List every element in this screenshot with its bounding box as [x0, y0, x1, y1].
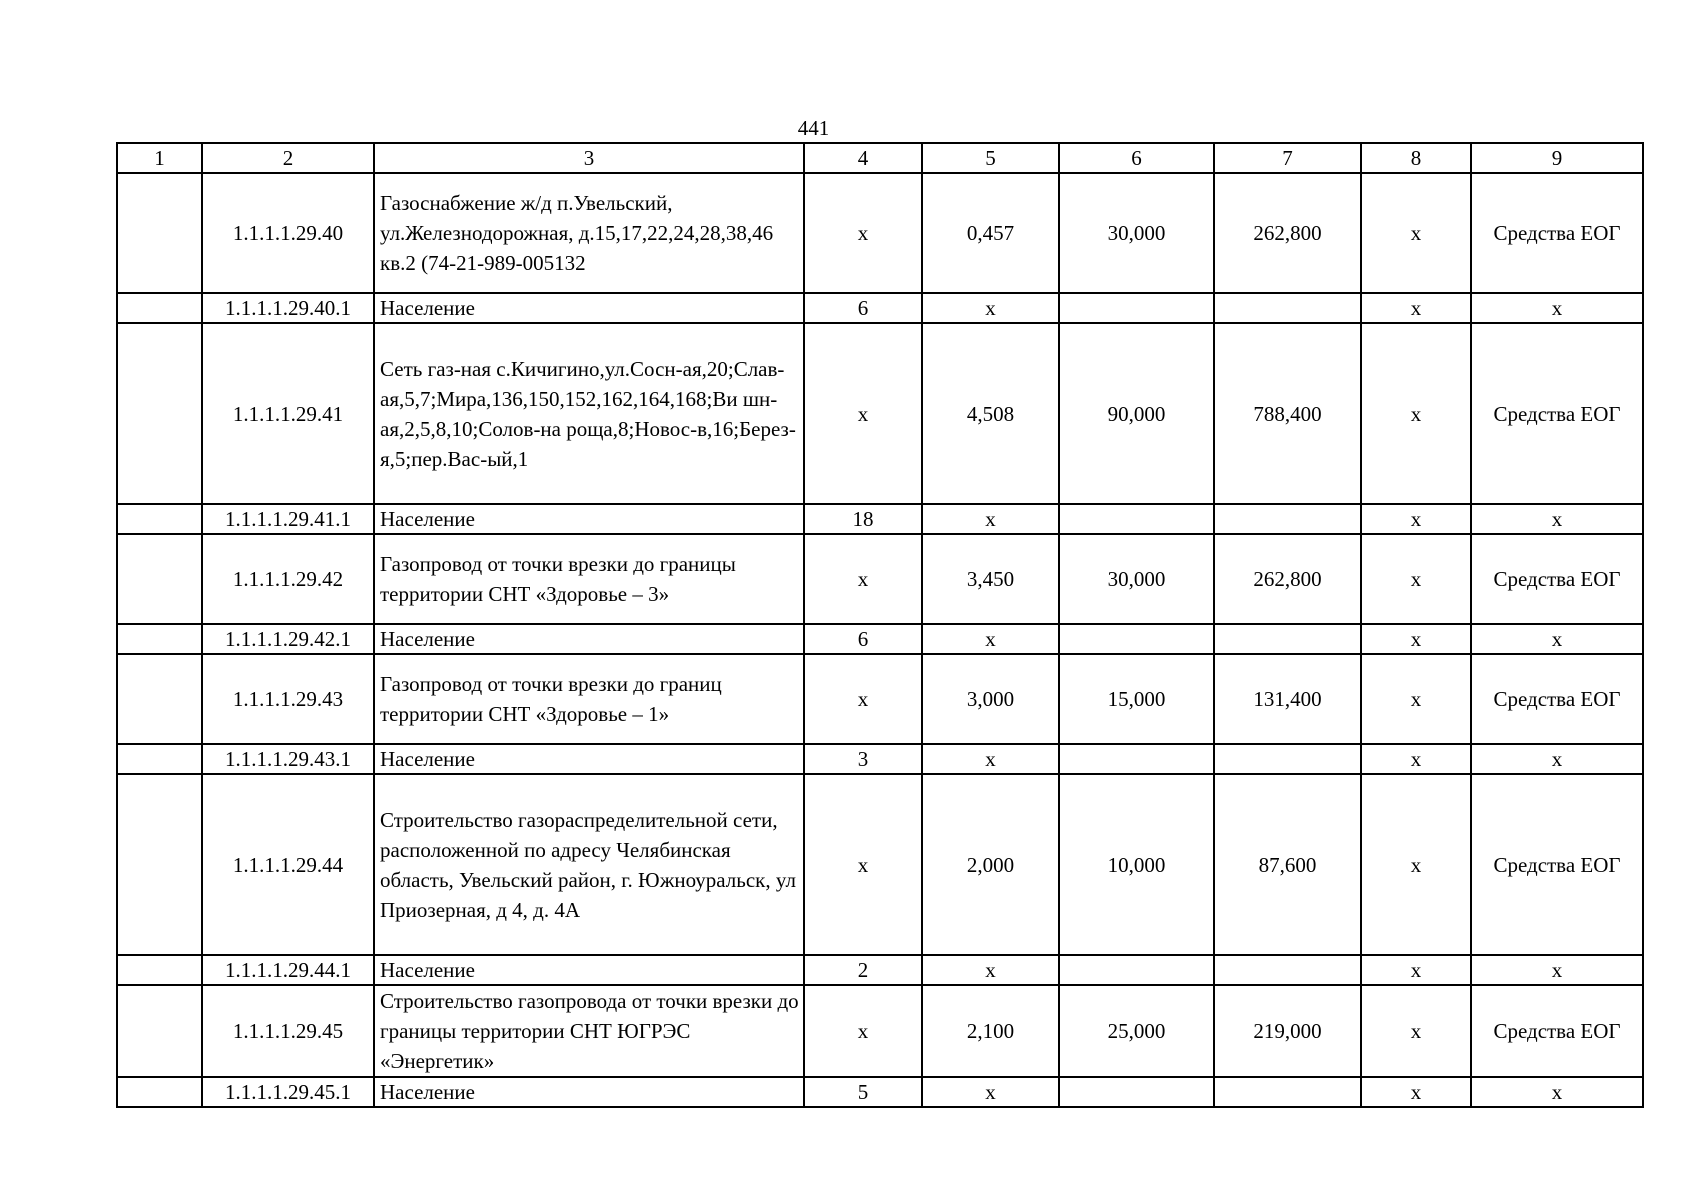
header-cell: 1	[117, 143, 202, 173]
cell-col5: 3,000	[922, 654, 1059, 744]
header-cell: 4	[804, 143, 922, 173]
cell-col1	[117, 1077, 202, 1107]
cell-description: Население	[374, 624, 804, 654]
header-cell: 7	[1214, 143, 1361, 173]
header-cell: 8	[1361, 143, 1471, 173]
cell-col7	[1214, 293, 1361, 323]
cell-col8: х	[1361, 654, 1471, 744]
header-cell: 5	[922, 143, 1059, 173]
cell-col5: 4,508	[922, 323, 1059, 504]
cell-col7: 788,400	[1214, 323, 1361, 504]
cell-description: Население	[374, 1077, 804, 1107]
cell-col4: х	[804, 173, 922, 293]
cell-col4: 2	[804, 955, 922, 985]
cell-col8: х	[1361, 774, 1471, 955]
table-row	[117, 985, 1643, 1077]
cell-col6	[1059, 744, 1214, 774]
cell-col5: х	[922, 744, 1059, 774]
header-cell: 2	[202, 143, 374, 173]
cell-description: Строительство газораспределительной сети, расположенной по адресу Челябинская область, Увельский район, г. Южноуральск, ул Приозерная, д 4, д. 4А	[374, 774, 804, 955]
cell-code: 1.1.1.1.29.43	[202, 654, 374, 744]
table-row	[117, 534, 1643, 624]
cell-source: Средства ЕОГ	[1471, 985, 1643, 1077]
cell-description: Население	[374, 955, 804, 985]
cell-col1	[117, 323, 202, 504]
cell-col6	[1059, 955, 1214, 985]
cell-col5: 2,000	[922, 774, 1059, 955]
header-cell: 3	[374, 143, 804, 173]
cell-col7: 219,000	[1214, 985, 1361, 1077]
page-number	[0, 116, 1697, 140]
cell-col4: 6	[804, 624, 922, 654]
cell-code: 1.1.1.1.29.43.1	[202, 744, 374, 774]
cell-col8: х	[1361, 624, 1471, 654]
cell-col8: х	[1361, 323, 1471, 504]
cell-col5: 3,450	[922, 534, 1059, 624]
cell-col7: 131,400	[1214, 654, 1361, 744]
table-row	[117, 1077, 1643, 1107]
cell-col8: х	[1361, 1077, 1471, 1107]
table-row	[117, 955, 1643, 985]
table-row	[117, 293, 1643, 323]
cell-col1	[117, 985, 202, 1077]
cell-source: х	[1471, 744, 1643, 774]
cell-code: 1.1.1.1.29.40	[202, 173, 374, 293]
cell-col1	[117, 744, 202, 774]
cell-col1	[117, 173, 202, 293]
cell-description: Газопровод от точки врезки до границы территории СНТ «Здоровье – 3»	[374, 534, 804, 624]
cell-col7: 87,600	[1214, 774, 1361, 955]
cell-col6	[1059, 293, 1214, 323]
cell-code: 1.1.1.1.29.40.1	[202, 293, 374, 323]
cell-col1	[117, 955, 202, 985]
cell-col1	[117, 774, 202, 955]
cell-col6	[1059, 1077, 1214, 1107]
cell-col4: 18	[804, 504, 922, 534]
cell-source: х	[1471, 504, 1643, 534]
cell-col4: 5	[804, 1077, 922, 1107]
cell-col5: 2,100	[922, 985, 1059, 1077]
header-cell: 9	[1471, 143, 1643, 173]
cell-col7: 262,800	[1214, 173, 1361, 293]
cell-col7	[1214, 504, 1361, 534]
cell-col1	[117, 293, 202, 323]
cell-description: Газоснабжение ж/д п.Увельский, ул.Железнодорожная, д.15,17,22,24,28,38,46 кв.2 (74-21-989-005132	[374, 173, 804, 293]
header-cell: 6	[1059, 143, 1214, 173]
cell-col7: 262,800	[1214, 534, 1361, 624]
cell-col8: х	[1361, 293, 1471, 323]
table-row	[117, 774, 1643, 955]
cell-col4: х	[804, 534, 922, 624]
cell-source: Средства ЕОГ	[1471, 534, 1643, 624]
cell-col6	[1059, 624, 1214, 654]
data-table	[116, 142, 1644, 1108]
cell-col8: х	[1361, 504, 1471, 534]
cell-col5: х	[922, 1077, 1059, 1107]
cell-col7	[1214, 955, 1361, 985]
cell-col4: х	[804, 774, 922, 955]
cell-col4: 6	[804, 293, 922, 323]
cell-source: Средства ЕОГ	[1471, 323, 1643, 504]
cell-col6	[1059, 504, 1214, 534]
cell-col5: х	[922, 955, 1059, 985]
cell-col6: 10,000	[1059, 774, 1214, 955]
cell-code: 1.1.1.1.29.45	[202, 985, 374, 1077]
cell-source: Средства ЕОГ	[1471, 774, 1643, 955]
cell-col8: х	[1361, 173, 1471, 293]
table-row	[117, 323, 1643, 504]
table-header-row	[117, 143, 1643, 173]
cell-col8: х	[1361, 744, 1471, 774]
cell-col8: х	[1361, 955, 1471, 985]
cell-col8: х	[1361, 985, 1471, 1077]
table-row	[117, 504, 1643, 534]
cell-source: х	[1471, 624, 1643, 654]
cell-col1	[117, 534, 202, 624]
cell-code: 1.1.1.1.29.44	[202, 774, 374, 955]
cell-col4: 3	[804, 744, 922, 774]
cell-col1	[117, 504, 202, 534]
cell-col5: х	[922, 504, 1059, 534]
page-number-text: 441	[797, 116, 830, 140]
cell-code: 1.1.1.1.29.41	[202, 323, 374, 504]
table-row	[117, 173, 1643, 293]
cell-code: 1.1.1.1.29.44.1	[202, 955, 374, 985]
cell-col4: х	[804, 323, 922, 504]
cell-code: 1.1.1.1.29.42.1	[202, 624, 374, 654]
cell-code: 1.1.1.1.29.45.1	[202, 1077, 374, 1107]
cell-description: Население	[374, 293, 804, 323]
cell-col8: х	[1361, 534, 1471, 624]
cell-col6: 30,000	[1059, 534, 1214, 624]
table-row	[117, 624, 1643, 654]
table-row	[117, 654, 1643, 744]
cell-code: 1.1.1.1.29.42	[202, 534, 374, 624]
cell-col7	[1214, 624, 1361, 654]
cell-col7	[1214, 1077, 1361, 1107]
cell-code: 1.1.1.1.29.41.1	[202, 504, 374, 534]
cell-source: х	[1471, 955, 1643, 985]
cell-source: Средства ЕОГ	[1471, 173, 1643, 293]
cell-source: Средства ЕОГ	[1471, 654, 1643, 744]
cell-col1	[117, 654, 202, 744]
cell-description: Сеть газ-ная с.Кичигино,ул.Сосн-ая,20;Слав-ая,5,7;Мира,136,150,152,162,164,168;Ви шн-ая,2,5,8,10;Солов-на роща,8;Новос-в,16;Берез-я,5;пер.Вас-ый,1	[374, 323, 804, 504]
cell-col6: 30,000	[1059, 173, 1214, 293]
cell-description: Газопровод от точки врезки до границ территории СНТ «Здоровье – 1»	[374, 654, 804, 744]
cell-source: х	[1471, 293, 1643, 323]
cell-description: Население	[374, 744, 804, 774]
cell-description: Строительство газопровода от точки врезки до границы территории СНТ ЮГРЭС «Энергетик»	[374, 985, 804, 1077]
cell-col5: х	[922, 624, 1059, 654]
cell-source: х	[1471, 1077, 1643, 1107]
cell-col5: 0,457	[922, 173, 1059, 293]
table-row	[117, 744, 1643, 774]
cell-description: Население	[374, 504, 804, 534]
cell-col6: 15,000	[1059, 654, 1214, 744]
cell-col4: х	[804, 985, 922, 1077]
cell-col1	[117, 624, 202, 654]
cell-col7	[1214, 744, 1361, 774]
cell-col4: х	[804, 654, 922, 744]
cell-col6: 90,000	[1059, 323, 1214, 504]
cell-col5: х	[922, 293, 1059, 323]
cell-col6: 25,000	[1059, 985, 1214, 1077]
